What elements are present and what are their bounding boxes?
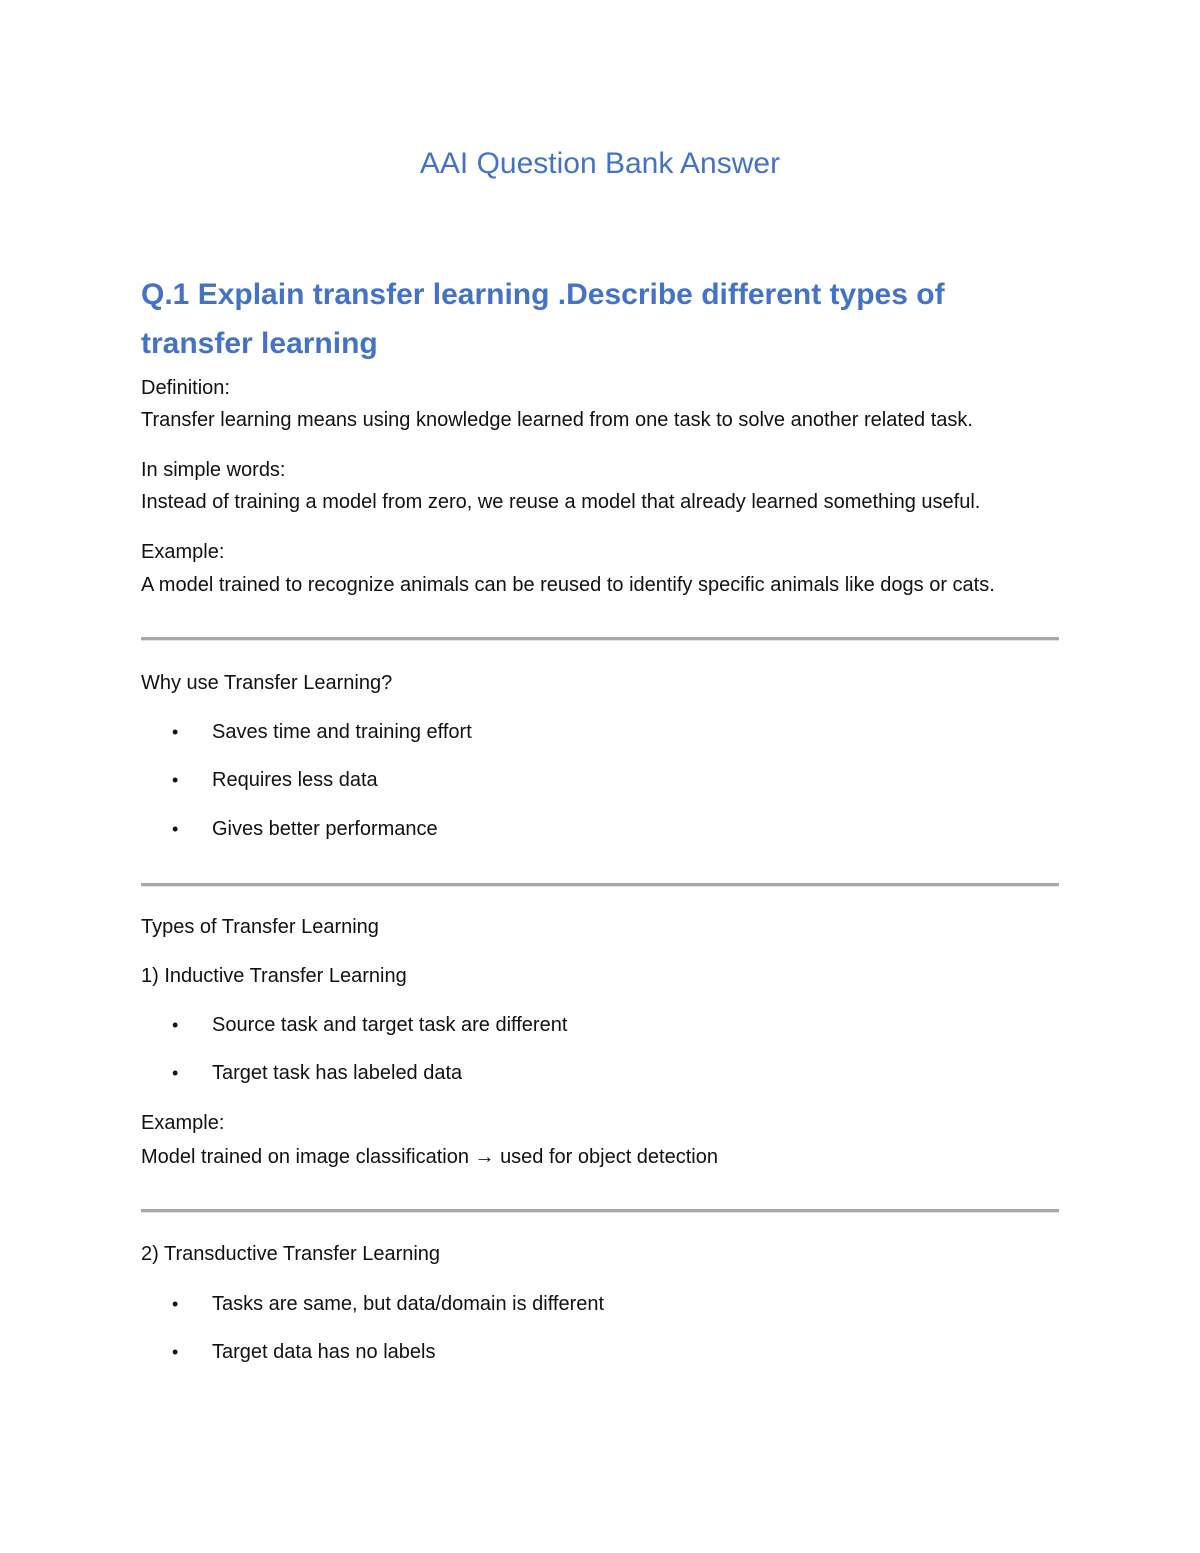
bullet-icon: • [172, 770, 179, 790]
horizontal-rule [141, 1209, 1059, 1213]
list-item-text: Saves time and training effort [212, 721, 472, 743]
list-item [172, 1059, 462, 1087]
question-heading-line-2: transfer learning [141, 327, 378, 360]
document-title: AAI Question Bank Answer [419, 147, 781, 180]
definition-text: Transfer learning means using knowledge learned from one task to solve another related task. [141, 409, 973, 431]
bullet-icon: • [172, 1342, 179, 1362]
list-item [172, 1338, 436, 1366]
list-item-text: Requires less data [212, 769, 378, 791]
list-item [172, 1290, 604, 1318]
list-item-text: Gives better performance [212, 818, 438, 840]
list-item [172, 766, 378, 794]
definition-label: Definition: [141, 377, 230, 399]
transductive-heading: 2) Transductive Transfer Learning [141, 1243, 441, 1265]
horizontal-rule [141, 883, 1059, 887]
list-item [172, 718, 472, 746]
bullet-icon: • [172, 1294, 179, 1314]
list-item [172, 1011, 567, 1039]
example-text: Model trained on image classification → used for object detection [141, 1146, 718, 1168]
list-item [172, 815, 438, 843]
inductive-heading: 1) Inductive Transfer Learning [141, 965, 407, 987]
list-item-text: Target data has no labels [212, 1341, 436, 1363]
types-heading: Types of Transfer Learning [141, 916, 379, 938]
example-label: Example: [141, 541, 225, 563]
why-heading: Why use Transfer Learning? [141, 672, 393, 694]
list-item-text: Target task has labeled data [212, 1062, 463, 1084]
bullet-icon: • [172, 1063, 179, 1083]
example-label: Example: [141, 1112, 225, 1134]
example-text: A model trained to recognize animals can be reused to identify specific animals like dogs or cats. [141, 574, 995, 596]
bullet-icon: • [172, 722, 179, 742]
question-heading-line-1: Q.1 Explain transfer learning .Describe different types of [141, 278, 945, 311]
bullet-icon: • [172, 819, 179, 839]
bullet-icon: • [172, 1015, 179, 1035]
simple-words-text: Instead of training a model from zero, we reuse a model that already learned something useful. [141, 491, 981, 513]
horizontal-rule [141, 637, 1059, 641]
list-item-text: Tasks are same, but data/domain is different [212, 1293, 605, 1315]
list-item-text: Source task and target task are different [212, 1014, 568, 1036]
simple-words-label: In simple words: [141, 459, 286, 481]
